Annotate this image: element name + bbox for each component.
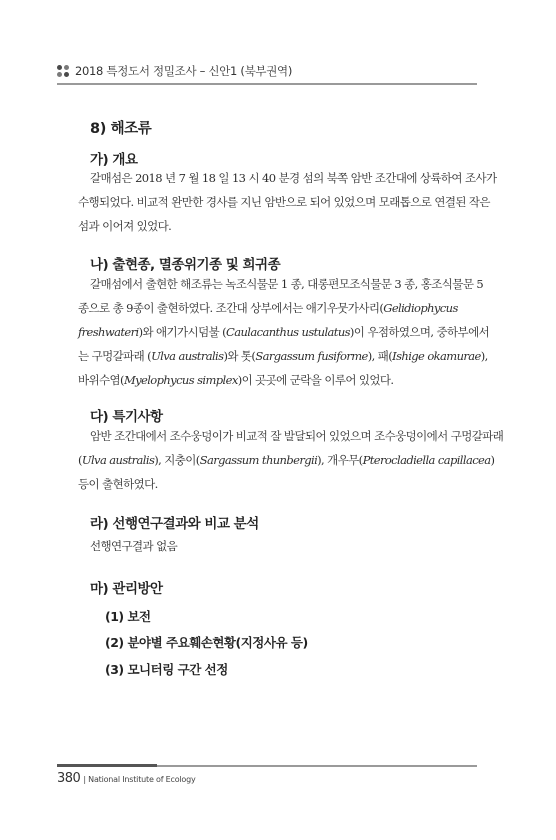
header-rule	[57, 83, 477, 85]
header-dots-icon	[57, 65, 70, 77]
page-number: 380	[57, 771, 81, 786]
overview-heading: 가) 개요	[90, 152, 138, 168]
management-item-damage-status: (2) 분야별 주요훼손현황(지정사유 등)	[105, 635, 308, 650]
species-line: freshwateri)와 애기가시덤불 (Caulacanthus ustulatus)이 우점하였으며, 중하부에서	[78, 325, 490, 339]
section-title: 8) 해조류	[90, 121, 152, 137]
footer-institution: | National Institute of Ecology	[83, 775, 196, 784]
species-line: 는 구멍갈파래 (Ulva australis)와 톳(Sargassum fusiforme), 패(Ishige okamurae),	[78, 349, 488, 363]
species-line: 종으로 총 9종이 출현하였다. 조간대 상부에서는 애기우뭇가사리(Gelidiophycus	[78, 301, 458, 315]
overview-paragraph	[78, 166, 497, 238]
previous-text: 선행연구결과 없음	[90, 539, 178, 553]
overview-line: 섬과 이어져 있었다.	[78, 219, 172, 233]
species-line: 바위수염(Myelophycus simplex)이 곳곳에 군락을 이루어 있었다.	[78, 373, 394, 387]
page-footer	[57, 771, 196, 786]
footer-rule-accent	[57, 764, 157, 767]
overview-line: 갈매섬은 2018 년 7 월 18 일 13 시 40 분경 섬의 북쪽 암반 조간대에 상륙하여 조사가	[90, 171, 497, 185]
previous-heading: 라) 선행연구결과와 비교 분석	[90, 516, 259, 532]
management-item-preservation: (1) 보전	[105, 609, 151, 624]
species-heading: 나) 출현종, 멸종위기종 및 희귀종	[90, 257, 281, 273]
special-line: (Ulva australis), 지충이(Sargassum thunbergii), 개우무(Pterocladiella capillacea)	[78, 453, 495, 467]
special-heading: 다) 특기사항	[90, 409, 163, 425]
species-line: 갈매섬에서 출현한 해조류는 녹조식물문 1 종, 대롱편모조식물문 3 종, 홍조식물문 5	[90, 277, 484, 291]
header-title: 2018 특정도서 정밀조사 – 신안1 (북부권역)	[75, 64, 293, 78]
special-paragraph	[78, 424, 504, 496]
management-heading: 마) 관리방안	[90, 581, 163, 597]
overview-line: 수행되었다. 비교적 완만한 경사를 지닌 암반으로 되어 있었으며 모래톱으로 연결된 작은	[78, 195, 490, 209]
special-line: 암반 조간대에서 조수웅덩이가 비교적 잘 발달되어 있었으며 조수웅덩이에서 구멍갈파래	[90, 429, 504, 443]
running-header	[57, 63, 292, 79]
special-line: 등이 출현하였다.	[78, 477, 158, 491]
species-paragraph	[78, 272, 490, 392]
management-item-monitoring: (3) 모니터링 구간 선정	[105, 662, 228, 677]
